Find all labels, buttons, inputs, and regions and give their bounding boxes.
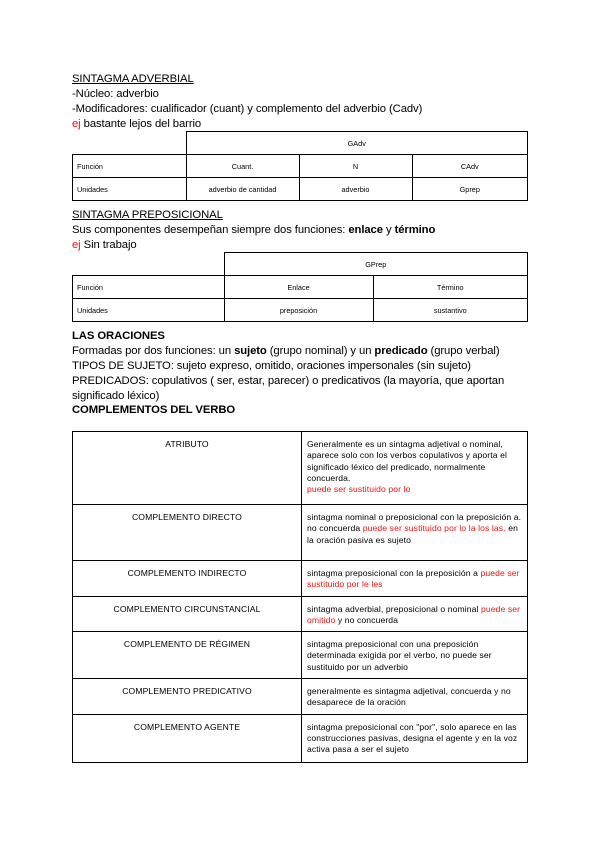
adverbial-nucleo: -Núcleo: adverbio: [72, 88, 159, 100]
desc-text: sintagma adverbial, preposicional o nominal: [307, 603, 481, 614]
example-label: ej: [72, 118, 81, 130]
oraciones-line-3: PREDICADOS: copulativos ( ser, estar, parecer) o predicativos (la mayoría, que aportan: [72, 375, 505, 387]
desc-text: sintagma preposicional con la preposición a: [307, 568, 481, 578]
desc-bold: término: [394, 224, 436, 236]
complemento-name: ATRIBUTO: [73, 432, 302, 505]
oraciones-line-2: TIPOS DE SUJETO: sujeto expreso, omitido, oraciones impersonales (sin sujeto): [72, 360, 471, 372]
table-cell: Función: [73, 276, 225, 299]
text: (grupo verbal): [427, 345, 500, 357]
complemento-desc: [302, 561, 528, 597]
gprep-header: GPrep: [224, 253, 528, 276]
table-cell: Unidades: [73, 299, 225, 322]
preposicional-desc: [72, 223, 435, 238]
adverbial-title: SINTAGMA ADVERBIAL: [72, 73, 194, 85]
oraciones-title: LAS ORACIONES: [72, 330, 165, 342]
table-row: [73, 596, 528, 632]
adverbial-modificadores: -Modificadores: cualificador (cuant) y complemento del adverbio (Cadv): [72, 103, 423, 115]
gadv-header: GAdv: [186, 132, 528, 155]
table-cell: sustantivo: [373, 299, 528, 322]
table-cell: Término: [373, 276, 528, 299]
example-text: Sin trabajo: [80, 239, 137, 251]
text-bold: sujeto: [234, 345, 267, 357]
table-cell: N: [299, 155, 412, 178]
table-row: [73, 505, 528, 561]
table-row: [73, 714, 528, 762]
text-bold: predicado: [374, 345, 428, 357]
table-cell: adverbio de cantidad: [186, 178, 299, 201]
table-row: [73, 432, 528, 505]
table-cell: Unidades: [73, 178, 187, 201]
table-row: [73, 299, 528, 322]
complemento-desc: [302, 432, 528, 505]
table-cell: preposición: [224, 299, 373, 322]
preposicional-title: SINTAGMA PREPOSICIONAL: [72, 209, 223, 221]
complemento-desc: [302, 714, 528, 762]
table-row: [73, 561, 528, 597]
gadv-table: [72, 131, 528, 201]
desc-highlight: puede ser sustituido por le les: [307, 568, 520, 590]
desc-text: generalmente es sintagma adjetival, concuerda y no desaparece de la oración: [307, 686, 511, 708]
oraciones-line-1: [72, 344, 499, 359]
text: Formadas por dos funciones: un: [72, 345, 235, 357]
table-row: [73, 679, 528, 715]
gprep-table: [72, 252, 528, 322]
table-cell: Gprep: [412, 178, 528, 201]
desc-text: Sus componentes desempeñan siempre dos funciones:: [72, 224, 349, 236]
complemento-desc: [302, 596, 528, 632]
table-row: [73, 632, 528, 679]
desc-text: sintagma preposicional con una preposición determinada exigida por el verbo, no puede ser sustituido por un adverbio: [307, 639, 492, 672]
oraciones-line-4: significado léxico): [72, 390, 160, 402]
desc-highlight: puede ser sustituido por lo: [307, 484, 411, 495]
text: (grupo nominal) y un: [266, 345, 375, 357]
table-cell: Enlace: [224, 276, 373, 299]
complemento-name: COMPLEMENTO CIRCUNSTANCIAL: [73, 596, 302, 632]
desc-text: sintagma nominal o preposicional con la preposición a. no concuerda: [307, 512, 522, 534]
complemento-name: COMPLEMENTO DIRECTO: [73, 505, 302, 561]
complemento-name: COMPLEMENTO INDIRECTO: [73, 561, 302, 597]
adverbial-example: [72, 117, 201, 132]
desc-highlight: puede ser sustituido por lo la los las.: [362, 523, 506, 534]
desc-text: y: [382, 224, 395, 236]
complemento-name: COMPLEMENTO PREDICATIVO: [73, 679, 302, 715]
table-cell: CAdv: [412, 155, 528, 178]
complemento-name: COMPLEMENTO DE RÉGIMEN: [73, 632, 302, 679]
preposicional-example: [72, 238, 137, 253]
complemento-desc: [302, 632, 528, 679]
complementos-title: COMPLEMENTOS DEL VERBO: [72, 404, 236, 416]
table-cell: adverbio: [299, 178, 412, 201]
table-cell: Cuant.: [186, 155, 299, 178]
table-row: [73, 155, 528, 178]
desc-text: en la oración pasiva es sujeto: [307, 523, 518, 545]
example-label: ej: [72, 239, 81, 251]
complemento-desc: [302, 679, 528, 715]
complementos-table: [72, 431, 528, 763]
table-row: [73, 178, 528, 201]
desc-bold: enlace: [348, 224, 383, 236]
desc-text: Generalmente es un sintagma adjetival o nominal, aparece solo con los verbos copulativos y aporta el significado léxico del predicado, normalmente concuerda.: [307, 439, 508, 483]
example-text: bastante lejos del barrio: [80, 118, 202, 130]
desc-text: y no concuerda: [335, 614, 399, 625]
complemento-desc: [302, 505, 528, 561]
desc-highlight: puede ser omitido: [307, 603, 521, 625]
table-cell: Función: [73, 155, 187, 178]
table-row: [73, 276, 528, 299]
complemento-name: COMPLEMENTO AGENTE: [73, 714, 302, 762]
desc-text: sintagma preposicional con "por", solo aparece en las construcciones pasivas, designa el agente y en la voz activa pasa a ser el sujeto: [307, 721, 518, 755]
